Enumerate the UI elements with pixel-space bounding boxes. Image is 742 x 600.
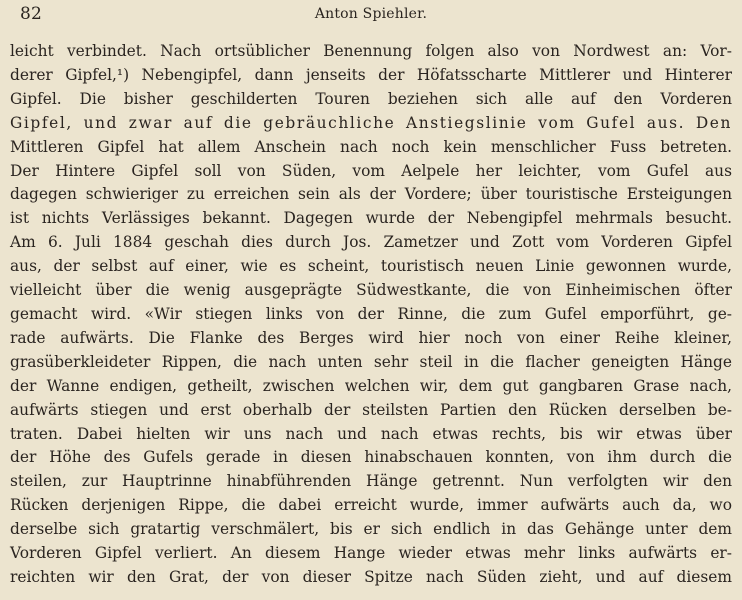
text-line: leicht verbindet. Nach ortsüblicher Benennung folgen also von Nordwest an: Vor- [10,42,732,60]
text-line: Der Hintere Gipfel soll von Süden, vom Aelpele her leichter, vom Gufel aus [10,161,732,180]
text-line: Gipfel. Die bisher geschilderten Touren beziehen sich alle auf den Vorderen [10,89,732,108]
body-text [10,40,732,590]
text-line: gemacht wird. «Wir stiegen links von der Rinne, die zum Gufel emporführt, ge- [10,304,732,323]
text-line: Am 6. Juli 1884 geschah dies durch Jos. Zametzer und Zott vom Vorderen Gipfel [10,233,732,252]
running-head [10,0,732,40]
text-line: ist nichts Verlässiges bekannt. Dagegen wurde der Nebengipfel mehrmals besucht. [10,209,732,228]
text-line: grasüberkleideter Rippen, die nach unten sehr steil in die flacher geneigten Hänge [10,352,732,371]
text-line: traten. Dabei hielten wir uns nach und nach etwas rechts, bis wir etwas über [10,424,732,443]
text-line: Rücken derjenigen Rippe, die dabei erreicht wurde, immer aufwärts auch da, wo [10,496,732,515]
page-number: 82 [20,4,43,24]
text-line: aus, der selbst auf einer, wie es scheint, touristisch neuen Linie gewonnen wurde, [10,257,732,276]
text-line: der Höhe des Gufels gerade in diesen hinabschauen konnten, von ihm durch die [10,448,732,467]
running-title: Anton Spiehler. [314,6,428,22]
text-line: dagegen schwieriger zu erreichen sein als der Vordere; über touristische Ersteigungen [10,185,732,204]
text-line: rade aufwärts. Die Flanke des Berges wird hier noch von einer Reihe kleiner, [10,328,732,347]
text-line: reichten wir den Grat, der von dieser Spitze nach Süden zieht, und auf diesem [10,567,732,586]
text-line: Gipfel, und zwar auf die gebräuchliche Anstiegslinie vom Gufel aus. Den [10,113,732,132]
text-line: steilen, zur Hauptrinne hinabführenden Hänge getrennt. Nun verfolgten wir den [10,472,732,491]
text-line: derer Gipfel,¹) Nebengipfel, dann jenseits der Höfatsscharte Mittlerer und Hinterer [10,65,732,84]
text-line: Vorderen Gipfel verliert. An diesem Hange wieder etwas mehr links aufwärts er- [10,544,732,563]
text-line: vielleicht über die wenig ausgeprägte Südwestkante, die von Einheimischen öfter [10,281,732,300]
text-line: aufwärts stiegen und erst oberhalb der steilsten Partien den Rücken derselben be- [10,400,732,419]
text-line: der Wanne endigen, getheilt, zwischen welchen wir, dem gut gangbaren Grase nach, [10,376,732,395]
text-line: Mittleren Gipfel hat allem Anschein nach noch kein menschlicher Fuss betreten. [10,137,732,156]
text-line: derselbe sich gratartig verschmälert, bis er sich endlich in das Gehänge unter dem [10,520,732,539]
